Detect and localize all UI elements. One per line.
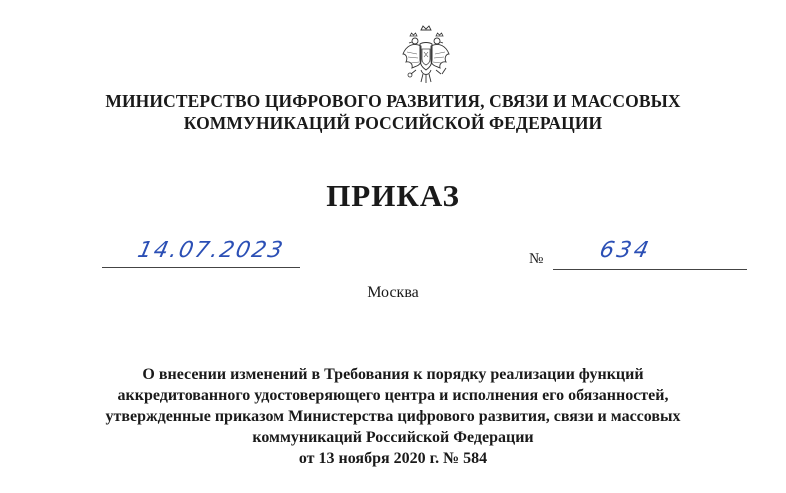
city: Москва bbox=[367, 284, 419, 301]
handwritten-number: 634 bbox=[597, 238, 654, 263]
coat-of-arms-icon bbox=[401, 24, 451, 88]
subject-line: коммуникаций Российской Федерации bbox=[252, 429, 534, 446]
order-subject bbox=[0, 364, 786, 469]
subject-line: утвержденные приказом Министерства цифрового развития, связи и массовых bbox=[105, 408, 681, 425]
ministry-line-1: МИНИСТЕРСТВО ЦИФРОВОГО РАЗВИТИЯ, СВЯЗИ И МАССОВЫХ bbox=[105, 91, 681, 111]
handwritten-date: 14.07.2023 bbox=[135, 238, 287, 263]
ministry-name bbox=[0, 90, 786, 134]
number-underline bbox=[553, 269, 747, 270]
subject-line: О внесении изменений в Требования к порядку реализации функций bbox=[142, 366, 644, 383]
number-sign: № bbox=[529, 251, 544, 267]
ministry-line-2: КОММУНИКАЦИЙ РОССИЙСКОЙ ФЕДЕРАЦИИ bbox=[183, 113, 603, 133]
subject-line: аккредитованного удостоверяющего центра и исполнения его обязанностей, bbox=[117, 387, 669, 404]
document-type: ПРИКАЗ bbox=[326, 178, 460, 213]
date-underline bbox=[102, 267, 300, 268]
subject-line: от 13 ноября 2020 г. № 584 bbox=[298, 450, 488, 467]
